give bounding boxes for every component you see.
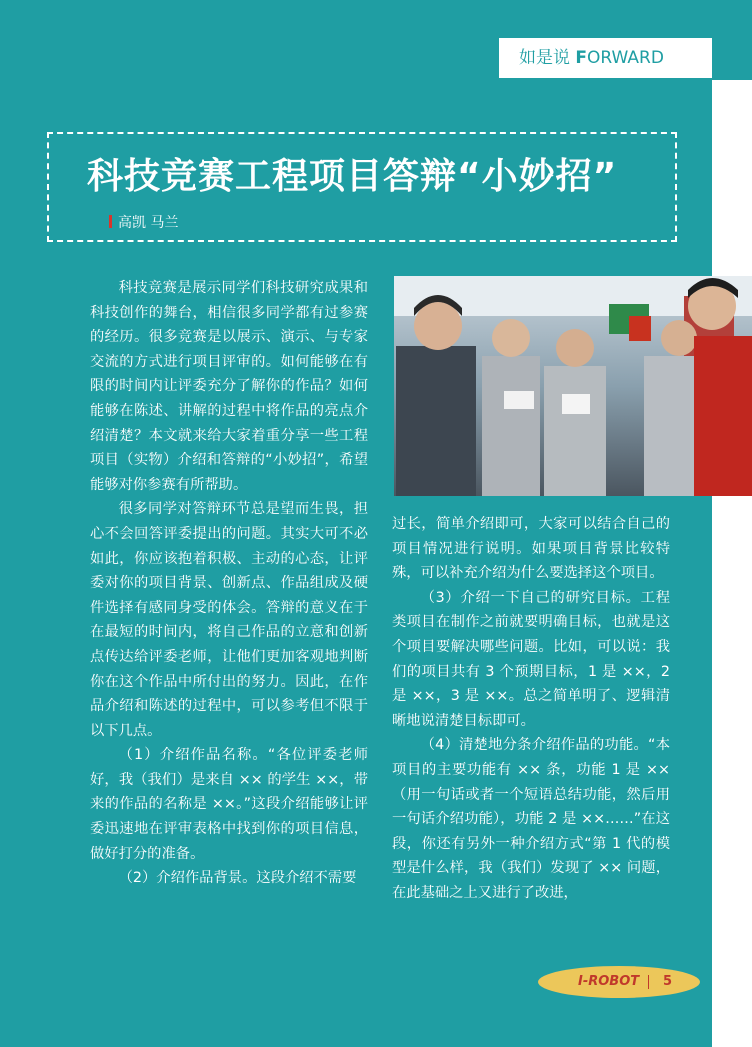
author-names: 高凯 马兰: [118, 215, 179, 231]
paragraph: （3）介绍一下自己的研究目标。工程类项目在制作之前就要明确目标，也就是这个项目要解决哪些问题。比如，可以说：我们的项目共有 3 个预期目标，1 是 ××，2 是 ××，3 是 ××。总之简单明了、逻辑清晰地说清楚目标即可。: [392, 589, 670, 729]
title-frame: [47, 132, 677, 242]
paragraph: （2）介绍作品背景。这段介绍不需要: [118, 870, 357, 887]
author-marker: [109, 215, 112, 228]
article-authors: [109, 212, 178, 232]
right-column: [392, 512, 670, 906]
paragraph: （4）清楚地分条介绍作品的功能。“本项目的主要功能有 ×× 条，功能 1 是 ××（用一句话或者一个短语总结功能，然后用一句话介绍功能），功能 2 是 ××……”在这段，你还有另外一种介绍方式“第 1 代的模型是什么样，我（我们）发现了 ×× 问题，在此基础之上又进行了改进，: [392, 737, 670, 901]
section-label-en: ORWARD: [587, 48, 664, 68]
section-label-cn: 如是说: [519, 48, 570, 68]
article-title: 科技竞赛工程项目答辩“小妙招”: [87, 156, 618, 197]
paragraph: 很多同学对答辩环节总是望而生畏，担心不会回答评委提出的问题。其实大可不必如此，你应该抱着积极、主动的心态，让评委对你的项目背景、创新点、作品组成及硬件选择有感同身受的体会。答辩的意义在于在最短的时间内，将自己作品的立意和创新点传达给评委老师，让他们更加客观地判断你在这个作品中所付出的努力。因此，在作品介绍和陈述的过程中，可以参考但不限于以下几点。: [90, 501, 368, 739]
paragraph: 科技竞赛是展示同学们科技研究成果和科技创作的舞台，相信很多同学都有过参赛的经历。很多竞赛是以展示、演示、与专家交流的方式进行项目评审的。如何能够在有限的时间内让评委充分了解你的作品？如何能够在陈述、讲解的过程中将作品的亮点介绍清楚？本文就来给大家着重分享一些工程项目（实物）介绍和答辩的“小妙招”，希望能够对你参赛有所帮助。: [90, 280, 368, 493]
section-label-en-initial: F: [575, 48, 588, 68]
footer-divider: [648, 975, 649, 989]
right-edge-strip: [712, 80, 752, 1047]
left-column: [90, 276, 368, 891]
section-tab: [499, 38, 712, 78]
paragraph: 过长，简单介绍即可，大家可以结合自己的项目情况进行说明。如果项目背景比较特殊，可以补充介绍为什么要选择这个项目。: [392, 516, 670, 582]
paragraph: （1）介绍作品名称。“各位评委老师好，我（我们）是来自 ×× 的学生 ××，带来的作品的名称是 ××。”这段介绍能够让评委迅速地在评审表格中找到你的项目信息，做好打分的准备。: [90, 747, 368, 862]
magazine-logo: I-ROBOT: [578, 974, 640, 989]
footer-badge: [538, 966, 700, 998]
page-number: 5: [663, 974, 673, 989]
event-photo: [394, 276, 752, 496]
